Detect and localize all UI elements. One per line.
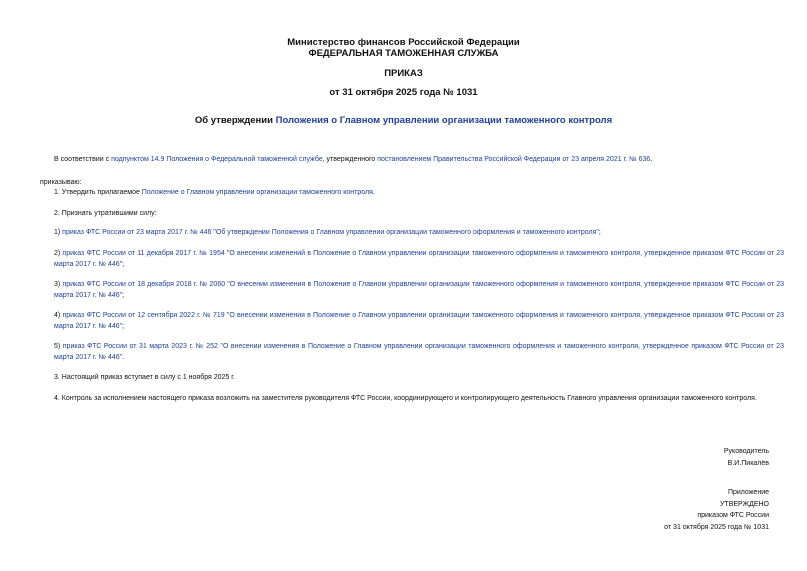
sub-item-text: ; [122,322,125,330]
appendix-block [664,487,769,533]
sub-item-number: 4) [54,312,63,319]
item-1-link[interactable]: Положение о Главном управлении организации таможенного контроля [141,189,373,196]
appendix-by: приказом ФТС России [697,512,769,519]
signature-position: Руководитель [723,448,769,455]
sub-item-text: ; [122,291,125,299]
item-text: . [372,189,375,196]
item-text: 1. Утвердить прилагаемое [54,189,142,196]
sub-item-5-link[interactable]: приказ ФТС России от 31 марта 2023 г. № 252 "О внесении изменения в Положение о Главном управлении организации таможенного оформления и таможенного контроля, утвержденное приказом ФТС России от 23 марта 2017 г. № 446" [54,343,784,361]
sub-item-3-link[interactable]: приказ ФТС России от 18 декабря 2018 г. № 2060 "О внесении изменения в Положение о Главном управлении организации таможенного оформления и таможенного контроля, утвержденное приказом ФТС России от 23 марта 2017 г. № 446" [54,281,785,299]
appendix-label: Приложение [727,489,769,496]
sub-item-3 [40,280,784,301]
item-4: 4. Контроль за исполнением настоящего приказа возложить на заместителя руководителя ФТС России, координирующего и контролирующего деятельность Главного управления организации таможенного контроля. [54,395,757,402]
document-date: от 31 октября 2025 года № 1031 [329,87,478,98]
preamble-text: , [650,156,653,163]
sub-item-1 [40,228,784,239]
appendix-approved: УТВЕРЖДЕНО [719,500,769,508]
preamble-text: В соответствии с [54,156,112,163]
sub-item-text: ; [122,260,125,268]
document-title [0,115,807,126]
sub-item-number: 3) [54,281,63,288]
order-word: приказываю: [40,179,82,186]
sub-item-text: ; [598,229,601,236]
item-2: 2. Признать утратившими силу: [54,210,157,217]
sub-item-number: 5) [54,343,63,350]
sub-item-number: 1) [54,229,63,236]
signature-name: В.И.Пикалёв [727,459,769,467]
title-link[interactable]: Положения о Главном управлении организации таможенного контроля [275,115,613,126]
sub-item-5 [40,342,784,363]
item-3: 3. Настоящий приказ вступает в силу с 1 ноября 2025 г. [54,374,235,381]
preamble-text: , утвержденного [322,156,378,163]
item-1 [40,188,784,199]
preamble-link-subparagraph[interactable]: подпунктом 14.9 Положения о Федеральной таможенной службе [111,156,323,163]
sub-item-text: . [122,353,125,361]
appendix-date: от 31 октября 2025 года № 1031 [664,523,769,531]
preamble-link-resolution[interactable]: постановлением Правительства Российской Федерации от 23 апреля 2021 г. № 636 [377,156,651,163]
sub-item-4-link[interactable]: приказ ФТС России от 12 сентября 2022 г. № 719 "О внесении изменения в Положение о Главном управлении организации таможенного оформления и таможенного контроля, утвержденное приказом ФТС России от 23 марта 2017 г. № 446" [54,312,785,330]
sub-item-1-link[interactable]: приказ ФТС России от 23 марта 2017 г. № 446 "Об утверждении Положения о Главном управлении организации таможенного оформления и таможенного контроля" [62,229,599,236]
preamble [40,155,784,166]
sub-item-4 [40,311,784,332]
document-type: ПРИКАЗ [384,68,423,79]
signature-block [724,446,769,469]
sub-item-2-link[interactable]: приказ ФТС России от 11 декабря 2017 г. № 1954 "О внесении изменений в Положение о Главном управлении организации таможенного оформления и таможенного контроля, утвержденное приказом ФТС России от 23 марта 2017 г. № 446" [54,250,784,268]
ministry-name: Министерство финансов Российской Федерации [287,37,520,48]
sub-item-number: 2) [54,250,63,257]
sub-item-2 [40,249,784,270]
service-name: ФЕДЕРАЛЬНАЯ ТАМОЖЕННАЯ СЛУЖБА [308,48,499,59]
title-prefix: Об утверждении [194,115,276,126]
